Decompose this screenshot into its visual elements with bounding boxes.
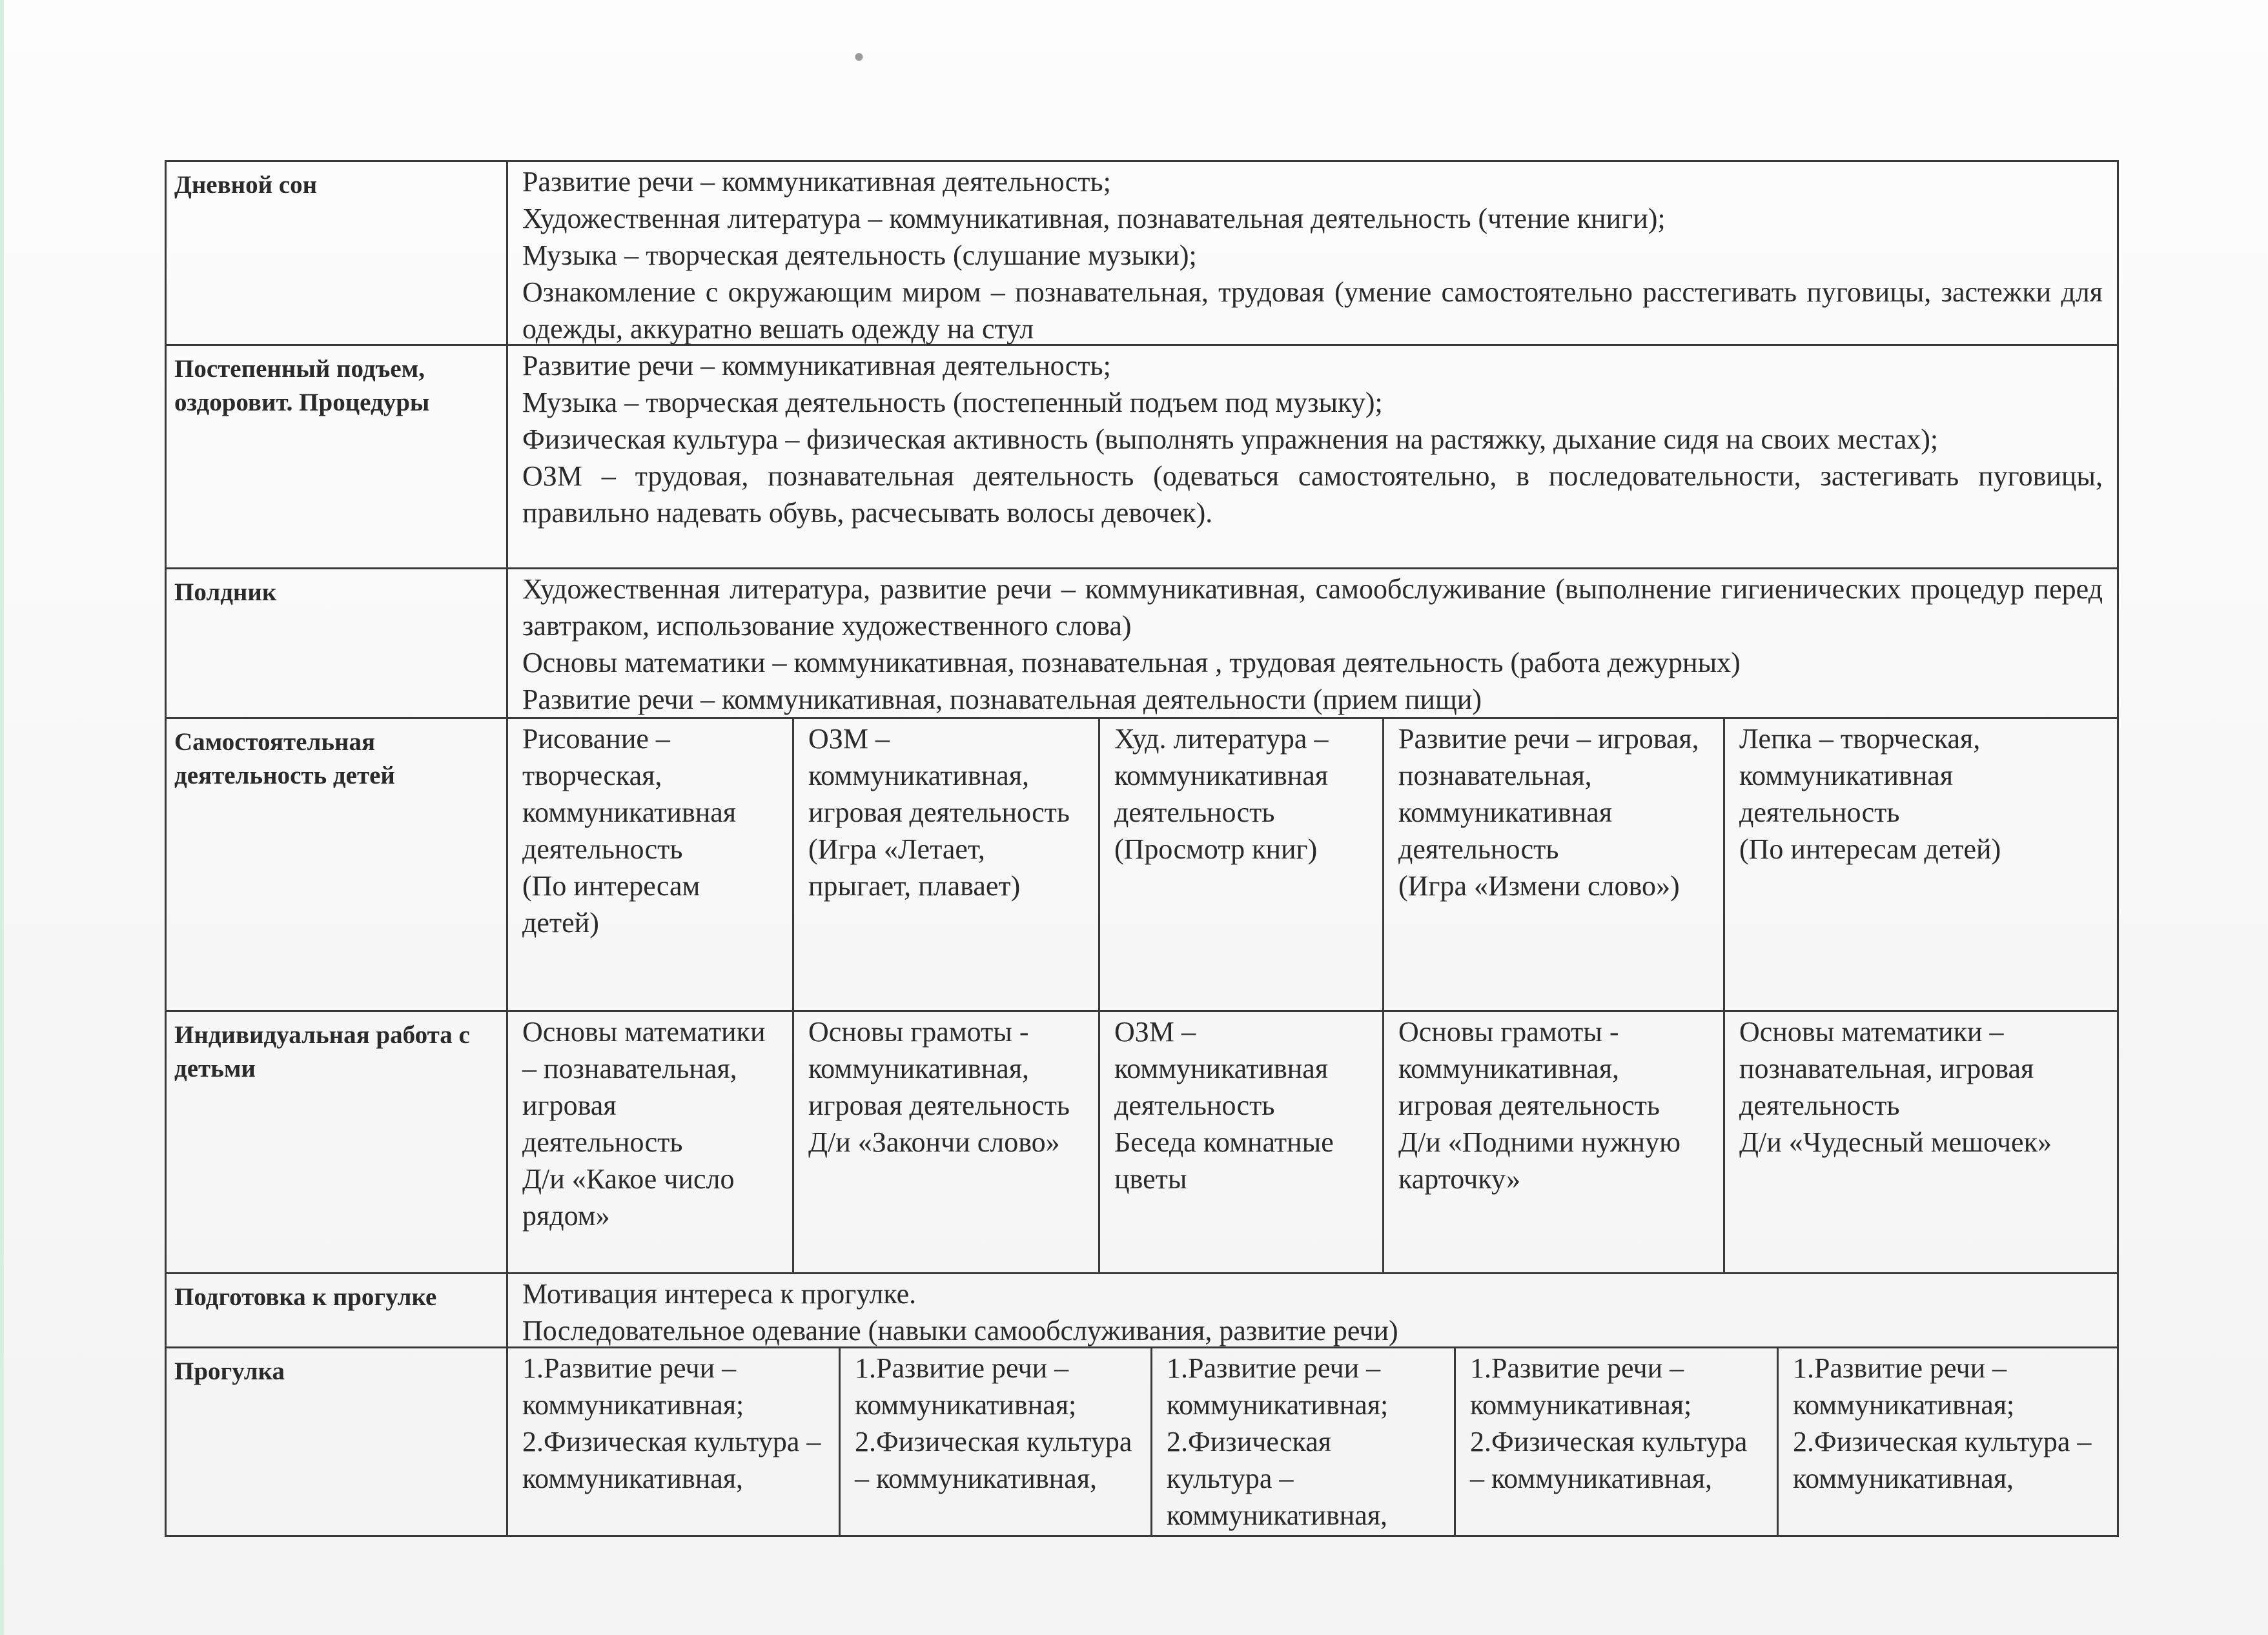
scan-edge [0, 0, 4, 1635]
walk-cell [1454, 1348, 1777, 1535]
cell-line: Основы математики – познавательная, игровая деятельность [1739, 1016, 2034, 1121]
table-row [165, 719, 2119, 1012]
cell-line: 1.Развитие речи – коммуникативная; [1167, 1352, 1389, 1421]
cell-line: ОЗМ – коммуникативная деятельность [1114, 1016, 1329, 1121]
schedule-table [165, 160, 2119, 1537]
cell-line: 1.Развитие речи – коммуникативная; [522, 1352, 744, 1421]
content-line: Ознакомление с окружающим миром – познавательная, трудовая (умение самостоятельно расстегивать пуговицы, застежки для одежды, аккуратно вешать одежду на стул [522, 276, 2103, 345]
row-content [508, 162, 2117, 344]
cell-line: Д/и «Подними нужную карточку» [1398, 1126, 1681, 1195]
cell-line: ОЗМ – коммуникативная, игровая деятельность [808, 723, 1070, 828]
cell-line: Основы математики – познавательная, игровая деятельность [522, 1016, 766, 1158]
row-label: Полдник [167, 569, 508, 717]
cell-line: 2.Физическая культура – коммуникативная, [1793, 1426, 2092, 1494]
walk-cells [508, 1348, 2117, 1535]
cell-line: (По интересам детей) [522, 870, 700, 939]
activity-cell [1382, 719, 1723, 1010]
cell-line: 2.Физическая культура – коммуникативная, [855, 1426, 1132, 1494]
row-label: Подготовка к прогулке [167, 1274, 508, 1346]
row-label: Дневной сон [167, 162, 508, 344]
cell-line: 1.Развитие речи – коммуникативная; [1793, 1352, 2015, 1421]
content-line: Развитие речи – коммуникативная, познавательная деятельности (прием пищи) [522, 684, 1482, 715]
cell-line: Лепка – творческая, коммуникативная деятельность [1739, 723, 1981, 828]
content-line: Художественная литература – коммуникативная, познавательная деятельность (чтение книги); [522, 203, 1666, 234]
cell-line: (Игра «Летает, прыгает, плавает) [808, 833, 1021, 902]
activity-cell [1723, 1012, 2117, 1272]
activity-cell [1382, 1012, 1723, 1272]
row-content [508, 1274, 2117, 1346]
cell-line: 1.Развитие речи – коммуникативная; [1470, 1352, 1692, 1421]
content-line: Развитие речи – коммуникативная деятельность; [522, 350, 1111, 381]
table-row [165, 1012, 2119, 1274]
scan-speck: ● [853, 46, 864, 66]
cell-line: (По интересам детей) [1739, 833, 2001, 865]
walk-cell [1777, 1348, 2117, 1535]
cell-line: Развитие речи – игровая, познавательная, коммуникативная деятельность [1398, 723, 1699, 865]
activity-cell [792, 719, 1098, 1010]
cell-line: Беседа комнатные цветы [1114, 1126, 1334, 1195]
cell-line: Рисование – творческая, коммуникативная деятельность [522, 723, 737, 865]
table-row [165, 1348, 2119, 1537]
table-row [165, 346, 2119, 569]
content-line: Физическая культура – физическая активность (выполнять упражнения на растяжку, дыхание сидя на своих местах); [522, 423, 1939, 455]
row-label: Самостоятельная деятельность детей [167, 719, 508, 1010]
activity-cell [508, 1012, 792, 1272]
activity-cell [1098, 1012, 1382, 1272]
content-line: Развитие речи – коммуникативная деятельность; [522, 166, 1111, 198]
activity-cell [1723, 719, 2117, 1010]
table-row [165, 160, 2119, 346]
cell-line: 2.Физическая культура – коммуникативная, [1167, 1426, 1388, 1531]
cell-line: (Просмотр книг) [1114, 833, 1318, 865]
activity-cells [508, 719, 2117, 1010]
content-line: Музыка – творческая деятельность (постепенный подъем под музыку); [522, 387, 1383, 418]
table-row [165, 1274, 2119, 1348]
content-line: Музыка – творческая деятельность (слушание музыки); [522, 239, 1197, 271]
cell-line: (Игра «Измени слово») [1398, 870, 1680, 902]
content-line: Художественная литература, развитие речи – коммуникативная, самообслуживание (выполнение гигиенических процедур перед завтраком, использование художественного слова) [522, 573, 2103, 642]
activity-cell [792, 1012, 1098, 1272]
cell-line: Основы грамоты - коммуникативная, игровая деятельность [1398, 1016, 1660, 1121]
cell-line: Д/и «Чудесный мешочек» [1739, 1126, 2052, 1158]
content-line: Основы математики – коммуникативная, познавательная , трудовая деятельность (работа дежурных) [522, 647, 1741, 678]
row-label: Индивидуальная работа с детьми [167, 1012, 508, 1272]
cell-line: Д/и «Закончи слово» [808, 1126, 1060, 1158]
walk-cell [839, 1348, 1150, 1535]
content-line: Последовательное одевание (навыки самообслуживания, развитие речи) [522, 1315, 1398, 1346]
activity-cells [508, 1012, 2117, 1272]
row-content [508, 569, 2117, 717]
table-row [165, 569, 2119, 719]
cell-line: Основы грамоты - коммуникативная, игровая деятельность [808, 1016, 1070, 1121]
row-label: Постепенный подъем, оздоровит. Процедуры [167, 346, 508, 567]
cell-line: 2.Физическая культура – коммуникативная, [1470, 1426, 1748, 1494]
content-line: ОЗМ – трудовая, познавательная деятельность (одеваться самостоятельно, в последовательности, застегивать пуговицы, правильно надевать обувь, расчесывать волосы девочек). [522, 460, 2103, 529]
walk-cell [1150, 1348, 1454, 1535]
activity-cell [508, 719, 792, 1010]
walk-cell [508, 1348, 839, 1535]
cell-line: Худ. литература – коммуникативная деятельность [1114, 723, 1329, 828]
row-label: Прогулка [167, 1348, 508, 1535]
row-content [508, 346, 2117, 567]
cell-line: 2.Физическая культура – коммуникативная, [522, 1426, 821, 1494]
cell-line: Д/и «Какое число рядом» [522, 1163, 735, 1232]
cell-line: 1.Развитие речи – коммуникативная; [855, 1352, 1077, 1421]
activity-cell [1098, 719, 1382, 1010]
content-line: Мотивация интереса к прогулке. [522, 1278, 917, 1310]
